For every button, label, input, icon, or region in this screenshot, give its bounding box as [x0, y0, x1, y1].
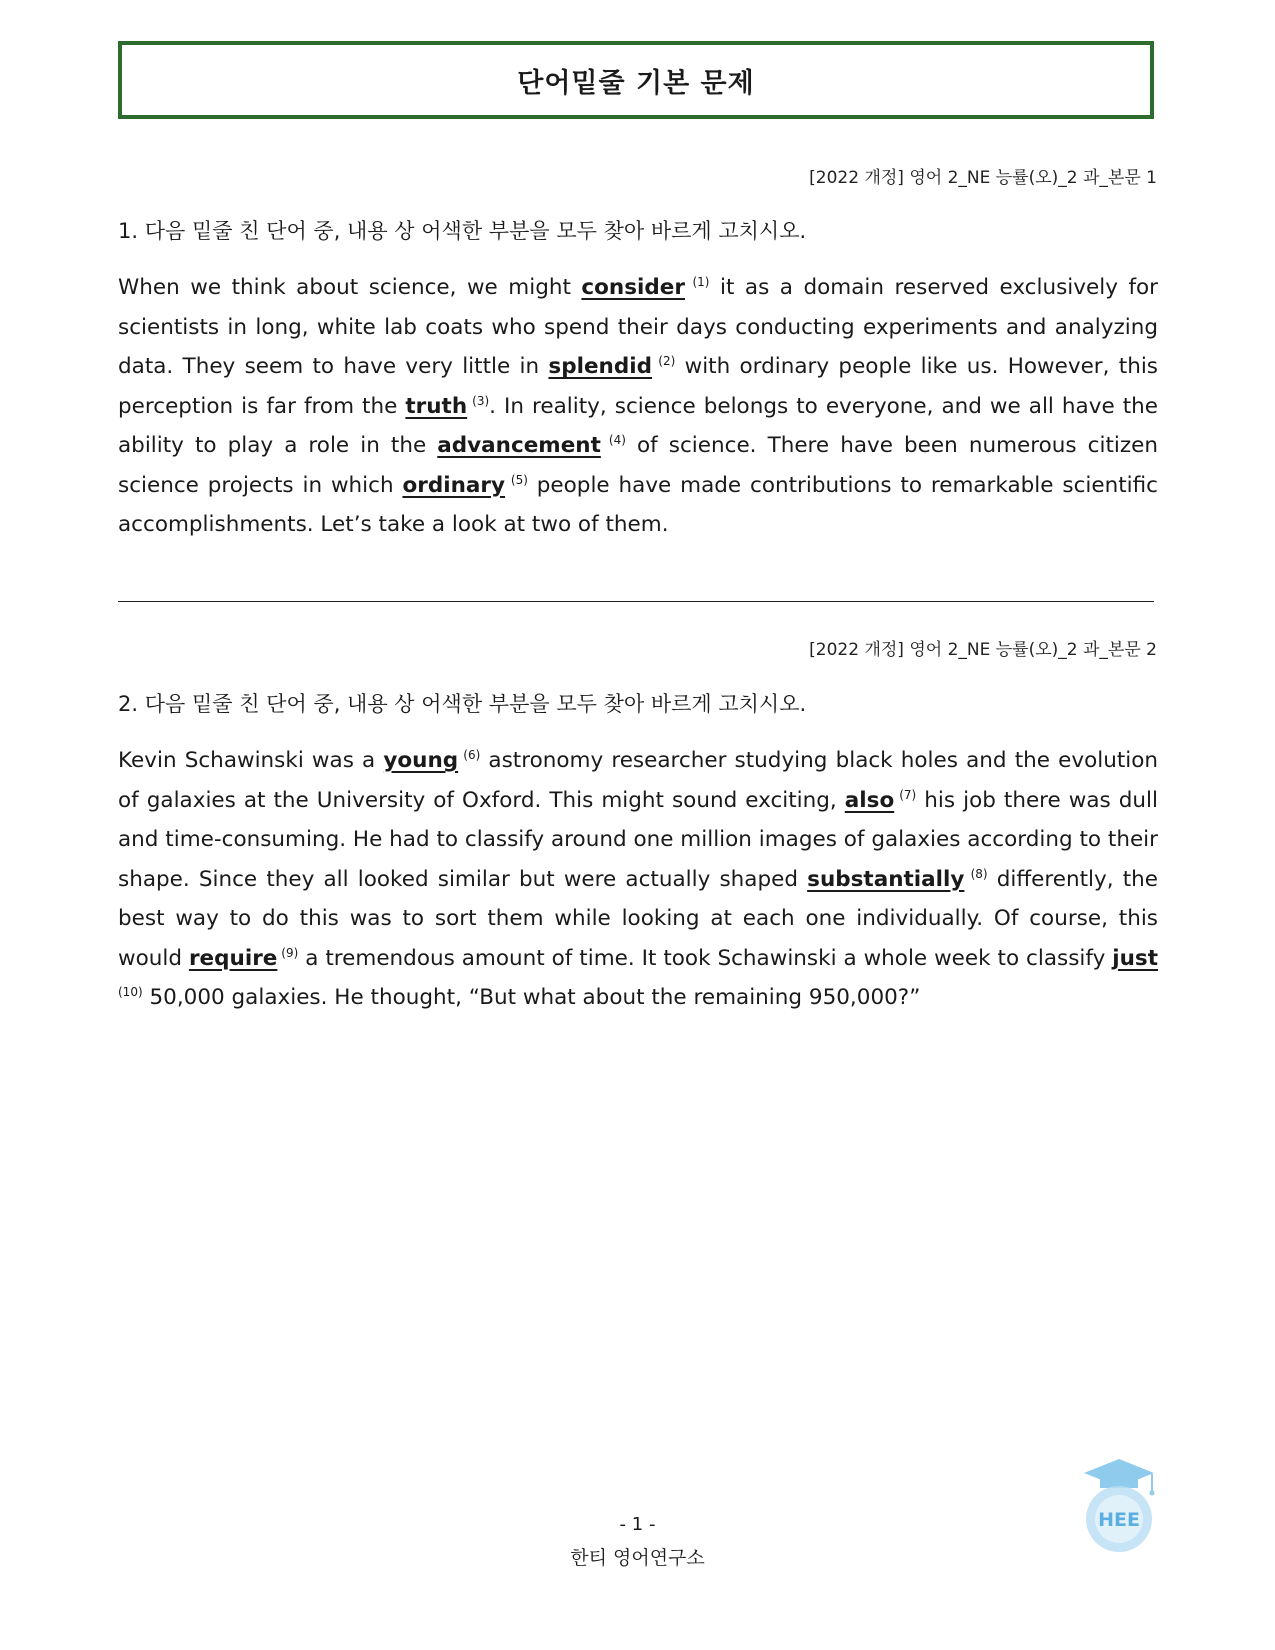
item-number: (8)	[964, 866, 988, 881]
underlined-word: also	[844, 787, 895, 813]
underlined-word: require	[188, 945, 278, 971]
item-number: (10)	[118, 984, 143, 999]
passage-text: When we think about science, we might	[118, 275, 582, 300]
underlined-word: substantially	[807, 866, 965, 892]
passage-text: of science. There have been numerous citizen science projects in which	[118, 433, 1159, 498]
passage-text: a tremendous amount of time. It took Schawinski a whole week to classify	[298, 945, 1113, 971]
hee-logo	[1078, 1455, 1160, 1555]
item-number: (6)	[458, 747, 481, 762]
question-1-prompt: 1. 다음 밑줄 친 단어 중, 내용 상 어색한 부분을 모두 찾아 바르게 고치시오.	[118, 219, 807, 243]
page-number: - 1 -	[619, 1514, 656, 1535]
item-number: (9)	[277, 945, 299, 960]
title-box	[118, 41, 1154, 119]
section-divider	[118, 601, 1154, 602]
underlined-word: ordinary	[402, 472, 506, 498]
underlined-word: truth	[405, 393, 468, 419]
item-number: (7)	[894, 787, 917, 802]
question-2-source: [2022 개정] 영어 2_NE 능률(오)_2 과_본문 2	[809, 640, 1157, 660]
passage-text: it as a domain reserved exclusively for scientists in long, white lab coats who spend their days conducting experiments and analyzing data. They seem to have very little in	[118, 275, 1159, 379]
question-2-prompt: 2. 다음 밑줄 친 단어 중, 내용 상 어색한 부분을 모두 찾아 바르게 고치시오.	[118, 692, 807, 716]
passage-text: . In reality, science belongs to everyone, and we all have the ability to play a role in the	[118, 393, 1159, 458]
passage-text: astronomy researcher studying black holes and the evolution of galaxies at the University of Oxford. This might sound exciting,	[118, 748, 1159, 813]
underlined-word: young	[383, 748, 459, 773]
question-1-source: [2022 개정] 영어 2_NE 능률(오)_2 과_본문 1	[809, 168, 1157, 188]
passage-text: differently, the best way to do this was to sort them while looking at each one individually. Of course, this would	[118, 866, 1159, 971]
logo-text: HEE	[1098, 1509, 1140, 1531]
underlined-word: just	[1112, 945, 1159, 971]
page-title: 단어밑줄 기본 문제	[517, 67, 755, 99]
passage-text: his job there was dull and time-consuming. He had to classify around one million images of galaxies according to their shape. Since they all looked similar but were actually shaped	[118, 787, 1159, 892]
item-number: (2)	[652, 353, 676, 368]
question-2-passage	[118, 741, 1158, 1018]
underlined-word: splendid	[548, 354, 653, 379]
footer-label: 한티 영어연구소	[570, 1547, 705, 1569]
item-number: (4)	[600, 432, 626, 447]
item-number: (5)	[505, 472, 528, 487]
passage-text: Kevin Schawinski was a	[118, 748, 384, 773]
passage-text: people have made contributions to remarkable scientific accomplishments. Let’s take a look at two of them.	[118, 472, 1158, 537]
item-number: (1)	[685, 274, 710, 289]
item-number: (3)	[467, 393, 490, 408]
underlined-word: advancement	[437, 433, 601, 458]
passage-text: 50,000 galaxies. He thought, “But what about the remaining 950,000?”	[142, 985, 921, 1010]
question-1-passage	[118, 268, 1158, 545]
passage-text: with ordinary people like us. However, this perception is far from the	[118, 354, 1158, 419]
underlined-word: consider	[581, 275, 685, 300]
